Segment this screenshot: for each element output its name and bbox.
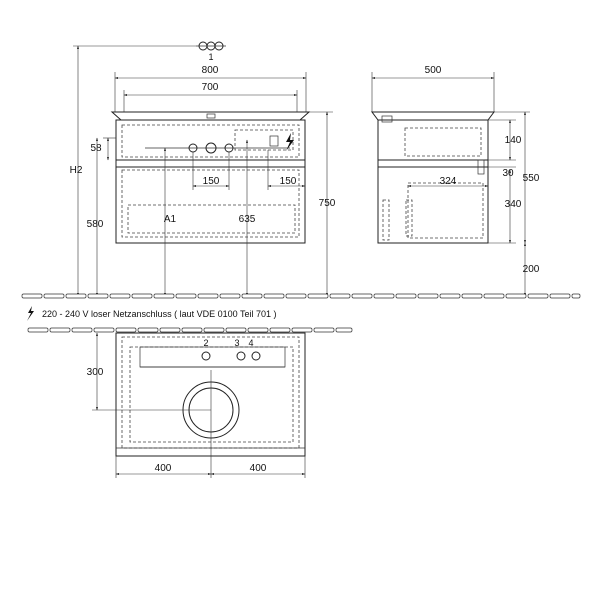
dim-700: 700 xyxy=(201,82,219,93)
top-label-3: 3 xyxy=(234,338,240,348)
top-label-4: 4 xyxy=(248,338,254,348)
floor-segment xyxy=(110,294,130,298)
top-view xyxy=(28,328,352,478)
floor-segment xyxy=(462,294,482,298)
floor-segment xyxy=(50,328,70,332)
dim-30: 30 xyxy=(502,168,514,179)
floor-segment xyxy=(396,294,416,298)
floor-segment xyxy=(28,328,48,332)
power-note: 220 - 240 V loser Netzanschluss ( laut VDE 0100 Teil 701 ) xyxy=(42,309,277,319)
dim-324: 324 xyxy=(439,176,457,187)
dim-150-left: 150 xyxy=(202,176,220,187)
dim-800: 800 xyxy=(201,65,219,76)
dim-635: 635 xyxy=(238,214,256,225)
dim-58: 58 xyxy=(90,143,102,154)
floor-segment xyxy=(198,294,218,298)
dim-140: 140 xyxy=(504,135,522,146)
dim-300: 300 xyxy=(86,367,104,378)
floor-segment xyxy=(132,294,152,298)
floor-segment xyxy=(484,294,504,298)
floor-segment xyxy=(182,328,202,332)
floor-segment xyxy=(94,328,114,332)
floor-segment xyxy=(22,294,42,298)
floor-segment xyxy=(44,294,64,298)
side-view xyxy=(372,65,540,296)
floor-segment xyxy=(242,294,262,298)
top-label-2: 2 xyxy=(203,338,209,348)
dim-750: 750 xyxy=(318,198,336,209)
power-socket-icon xyxy=(270,136,278,146)
floor-segment xyxy=(226,328,246,332)
dim-500: 500 xyxy=(424,65,442,76)
floor-segment xyxy=(270,328,290,332)
dim-a1: A1 xyxy=(163,214,177,225)
connection-4 xyxy=(252,352,260,360)
tap-icon xyxy=(196,42,226,50)
floor-segment xyxy=(176,294,196,298)
dim-340: 340 xyxy=(504,199,522,210)
floor-segment xyxy=(66,294,86,298)
floor-line xyxy=(22,294,580,298)
floor-segment xyxy=(138,328,158,332)
floor-segment xyxy=(248,328,268,332)
floor-segment xyxy=(88,294,108,298)
floor-segment xyxy=(220,294,240,298)
lightning-icon xyxy=(27,306,34,321)
floor-segment xyxy=(116,328,136,332)
dim-400-right: 400 xyxy=(249,463,267,474)
tap-label: 1 xyxy=(208,52,214,62)
floor-segment xyxy=(308,294,328,298)
floor-segment xyxy=(160,328,180,332)
wall-line xyxy=(28,328,352,332)
floor-segment xyxy=(528,294,548,298)
basin-top xyxy=(112,112,309,120)
connection-3 xyxy=(237,352,245,360)
floor-segment xyxy=(352,294,372,298)
dim-400-left: 400 xyxy=(154,463,172,474)
floor-segment xyxy=(440,294,460,298)
cabinet-side xyxy=(378,120,488,243)
floor-segment xyxy=(572,294,580,298)
floor-segment xyxy=(314,328,334,332)
front-view xyxy=(70,42,336,296)
dim-580: 580 xyxy=(86,219,104,230)
floor-segment xyxy=(154,294,174,298)
floor-segment xyxy=(336,328,352,332)
floor-segment xyxy=(374,294,394,298)
connection-2 xyxy=(202,352,210,360)
dim-150-right: 150 xyxy=(279,176,297,187)
dim-h2: H2 xyxy=(69,165,83,176)
floor-segment xyxy=(330,294,350,298)
floor-segment xyxy=(204,328,224,332)
floor-segment xyxy=(72,328,92,332)
floor-segment xyxy=(506,294,526,298)
dim-550: 550 xyxy=(522,173,540,184)
floor-segment xyxy=(418,294,438,298)
floor-segment xyxy=(550,294,570,298)
dim-200: 200 xyxy=(522,264,540,275)
floor-segment xyxy=(286,294,306,298)
floor-segment xyxy=(292,328,312,332)
floor-segment xyxy=(264,294,284,298)
